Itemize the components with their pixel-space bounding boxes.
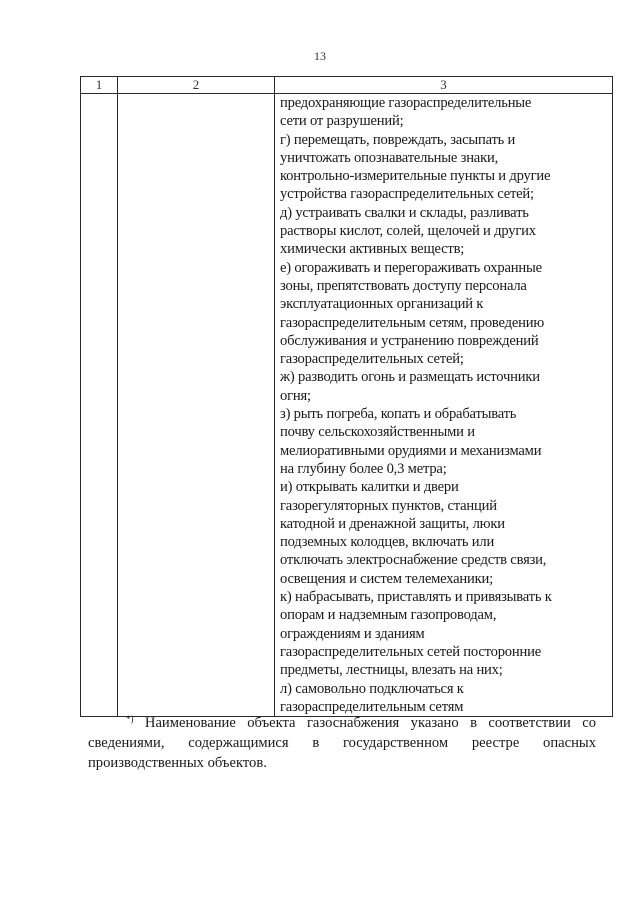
footnote [88, 709, 596, 773]
text-line: д) устраивать свалки и склады, разливать [280, 204, 529, 221]
footnote-line [88, 709, 596, 733]
text-line: газораспределительных сетей; [280, 351, 464, 368]
table-row [81, 94, 613, 717]
text-line: ограждениям и зданиям [280, 625, 425, 642]
text-line: контрольно-измерительные пункты и другие [280, 168, 551, 185]
text-line: сети от разрушений; [280, 113, 404, 130]
text-line: газораспределительным сетям, проведению [280, 314, 545, 331]
text-line: л) самовольно подключаться к [280, 680, 464, 697]
text-line: обслуживания и устранению повреждений [280, 332, 539, 349]
text-line: подземных колодцев, включать или [280, 534, 495, 551]
text-line: опорам и надземным газопроводам, [280, 607, 497, 624]
table-cell-col1 [81, 94, 118, 717]
text-line: катодной и дренажной защиты, люки [280, 515, 505, 532]
prohibitions-text [275, 94, 612, 716]
column-header-3: 3 [275, 77, 613, 94]
document-table [80, 76, 613, 717]
column-header-1: 1 [81, 77, 118, 94]
text-line: газораспределительным сетям [280, 698, 464, 715]
table-cell-col2 [118, 94, 275, 717]
footnote-line: сведениями, содержащимися в государственном реестре опасных [88, 735, 596, 751]
table-cell-col3 [275, 94, 613, 717]
column-header-2: 2 [118, 77, 275, 94]
text-line: е) огораживать и перегораживать охранные [280, 259, 542, 276]
text-line: эксплуатационных организаций к [280, 296, 484, 313]
text-line: зоны, препятствовать доступу персонала [280, 277, 527, 294]
text-line: и) открывать калитки и двери [280, 479, 459, 496]
footnote-line: производственных объектов. [88, 755, 267, 771]
footnote-marker: *) [126, 714, 134, 724]
text-line: устройства газораспределительных сетей; [280, 186, 534, 203]
text-line: уничтожать опознавательные знаки, [280, 149, 499, 166]
text-line: предметы, лестницы, влезать на них; [280, 662, 503, 679]
page-number: 13 [314, 49, 326, 63]
text-line: з) рыть погреба, копать и обрабатывать [280, 406, 517, 423]
text-line: почву сельскохозяйственными и [280, 424, 475, 441]
text-line: освещения и систем телемеханики; [280, 570, 493, 587]
text-line: мелиоративными орудиями и механизмами [280, 442, 542, 459]
text-line: растворы кислот, солей, щелочей и других [280, 223, 536, 240]
text-line: отключать электроснабжение средств связи, [280, 552, 547, 569]
text-line: огня; [280, 387, 311, 404]
text-line: г) перемещать, повреждать, засыпать и [280, 131, 516, 148]
text-line: предохраняющие газораспределительные [280, 95, 532, 111]
text-line: к) набрасывать, приставлять и привязывать к [280, 589, 552, 606]
text-line: химически активных веществ; [280, 241, 465, 258]
text-line: на глубину более 0,3 метра; [280, 460, 447, 477]
text-line: газорегуляторных пунктов, станций [280, 497, 497, 514]
text-line: газораспределительных сетей посторонние [280, 643, 542, 660]
table-header-row [81, 77, 613, 94]
footnote-text: Наименование объекта газоснабжения указано в соответствии со [144, 715, 596, 731]
text-line: ж) разводить огонь и размещать источники [280, 369, 540, 386]
